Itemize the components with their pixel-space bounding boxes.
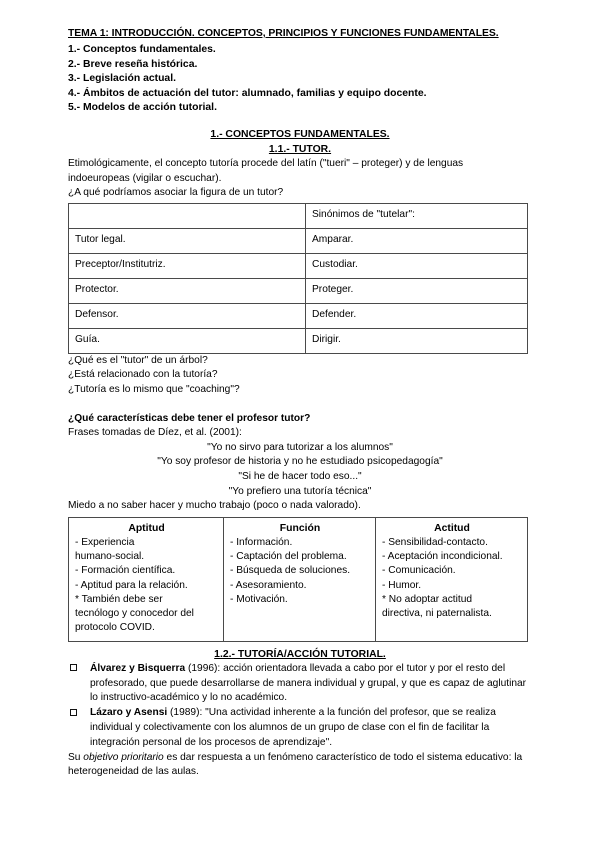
- traits-item: directiva, ni paternalista.: [382, 608, 492, 620]
- synonym-value: Amparar.: [306, 228, 528, 253]
- synonym-value: Proteger.: [306, 278, 528, 303]
- column-header: Actitud: [434, 522, 470, 534]
- traits-item: humano-social.: [75, 550, 145, 562]
- column-header: Aptitud: [128, 522, 165, 534]
- quotes-source: Frases tomadas de Díez, et al. (2001):: [68, 427, 242, 439]
- definition-text: (1989): "Una actividad inherente a la función del profesor, que se realiza individual y colectivamente con los alumnos de un grupo de clase con el fin de facilitar la integración personal de los procesos de aprendizaje".: [90, 707, 496, 748]
- quotes-block: [68, 441, 532, 499]
- follow-up-question-2: ¿Está relacionado con la tutoría?: [68, 369, 218, 381]
- traits-item: - Aptitud para la relación.: [75, 579, 188, 591]
- definition-text: (1996): acción orientadora llevada a cabo por el tutor y por el resto del profesorado, que puede desarrollarse de manera individual y grupal, y que es capaz de aglutinar lo instructivo-académico y lo no académico.: [90, 662, 527, 704]
- synonym-term: Protector.: [69, 278, 306, 303]
- table-row: [69, 303, 528, 328]
- table-row: [69, 328, 528, 353]
- column-header: Función: [279, 522, 321, 534]
- table-row: [69, 203, 528, 228]
- quote-4: "Yo prefiero una tutoría técnica": [228, 485, 372, 497]
- follow-up-question-1: ¿Qué es el "tutor" de un árbol?: [68, 354, 208, 366]
- traits-item: - Asesoramiento.: [230, 579, 307, 591]
- synonym-term: Tutor legal.: [69, 228, 306, 253]
- follow-up-question-3: ¿Tutoría es lo mismo que "coaching"?: [68, 383, 240, 395]
- definition-author: Lázaro y Asensi: [90, 707, 168, 719]
- closing-paragraph: [68, 751, 532, 781]
- list-item: [68, 706, 532, 750]
- definitions-list: [68, 662, 532, 751]
- traits-item: * También debe ser: [75, 593, 163, 605]
- definition-author: Álvarez y Bisquerra: [90, 662, 186, 674]
- table-row: [69, 228, 528, 253]
- toc-item-4: 4.- Ámbitos de actuación del tutor: alumnado, familias y equipo docente.: [68, 87, 427, 99]
- quote-2: "Yo soy profesor de historia y no he estudiado psicopedagogía": [157, 456, 443, 468]
- square-bullet-icon: [70, 664, 77, 671]
- traits-table: [68, 517, 528, 642]
- page-title: TEMA 1: INTRODUCCIÓN. CONCEPTOS, PRINCIPIOS Y FUNCIONES FUNDAMENTALES.: [68, 28, 499, 39]
- synonym-term: Defensor.: [69, 303, 306, 328]
- toc-item-1: 1.- Conceptos fundamentales.: [68, 44, 216, 55]
- synonyms-header-left: [69, 203, 306, 228]
- toc-item-5: 5.- Modelos de acción tutorial.: [68, 102, 217, 114]
- spacer: [68, 116, 532, 127]
- synonyms-header-right: Sinónimos de "tutelar":: [306, 203, 528, 228]
- synonym-value: Defender.: [306, 303, 528, 328]
- traits-item: - Experiencia: [75, 536, 135, 548]
- synonym-term: Preceptor/Institutriz.: [69, 253, 306, 278]
- etymology-line-2: indoeuropeas (vigilar o escuchar).: [68, 172, 222, 184]
- toc-item-2: 2.- Breve reseña histórica.: [68, 58, 198, 70]
- traits-item: protocolo COVID.: [75, 622, 155, 634]
- closing-post: es dar respuesta a un fenómeno característico de todo el sistema educativo: la heterogeneidad de las aulas.: [68, 751, 523, 778]
- section-1-2-heading: 1.2.- TUTORÍA/ACCIÓN TUTORIAL.: [214, 648, 386, 660]
- closing-emphasis: objetivo prioritario: [83, 751, 164, 763]
- traits-column-funcion: [224, 517, 376, 641]
- traits-item: tecnólogo y conocedor del: [75, 608, 194, 620]
- synonym-value: Custodiar.: [306, 253, 528, 278]
- traits-item: - Sensibilidad-contacto.: [382, 536, 488, 548]
- closing-pre: Su: [68, 751, 84, 763]
- traits-item: - Formación científica.: [75, 565, 176, 577]
- traits-item: - Búsqueda de soluciones.: [230, 565, 351, 577]
- quote-1: "Yo no sirvo para tutorizar a los alumnos": [207, 441, 393, 453]
- traits-item: - Humor.: [382, 579, 422, 591]
- traits-item: * No adoptar actitud: [382, 593, 473, 605]
- synonym-term: Guía.: [69, 328, 306, 353]
- quote-3: "Si he de hacer todo eso...": [238, 470, 362, 482]
- tutor-figure-question: ¿A qué podríamos asociar la figura de un tutor?: [68, 187, 284, 199]
- section-1-1-heading: 1.1.- TUTOR.: [268, 143, 332, 155]
- traits-item: - Información.: [230, 536, 293, 548]
- square-bullet-icon: [70, 709, 77, 716]
- table-of-contents: [68, 43, 532, 116]
- traits-column-actitud: [376, 517, 528, 641]
- table-row: [69, 517, 528, 641]
- traits-column-aptitud: [69, 517, 224, 641]
- toc-item-3: 3.- Legislación actual.: [68, 73, 176, 85]
- section-1-heading: 1.- CONCEPTOS FUNDAMENTALES.: [210, 128, 390, 140]
- traits-item: - Captación del problema.: [230, 550, 347, 562]
- etymology-line-1: Etimológicamente, el concepto tutoría procede del latín ("tueri" – proteger) y de lenguas: [68, 157, 464, 169]
- synonyms-table: [68, 203, 528, 354]
- traits-item: - Aceptación incondicional.: [382, 550, 503, 562]
- teacher-traits-question: ¿Qué características debe tener el profesor tutor?: [68, 412, 311, 424]
- spacer: [68, 398, 532, 412]
- traits-item: - Comunicación.: [382, 565, 456, 577]
- list-item: [68, 662, 532, 706]
- traits-item: - Motivación.: [230, 593, 288, 605]
- synonym-value: Dirigir.: [306, 328, 528, 353]
- table-row: [69, 278, 528, 303]
- table-row: [69, 253, 528, 278]
- fear-statement: Miedo a no saber hacer y mucho trabajo (poco o nada valorado).: [68, 500, 361, 512]
